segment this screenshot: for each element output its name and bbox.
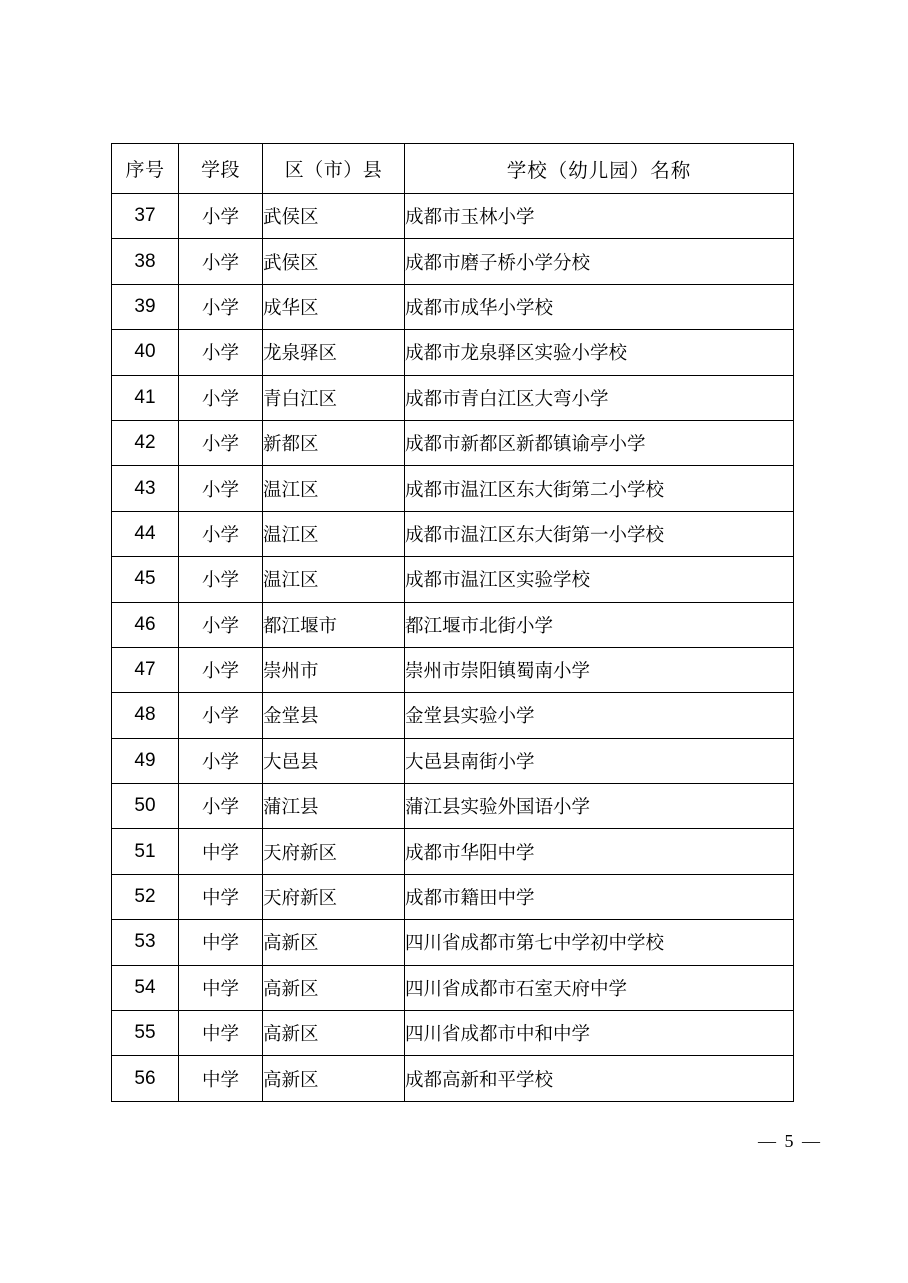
table-row (112, 284, 794, 329)
cell-school-name: 成都市龙泉驿区实验小学校 (405, 330, 794, 375)
cell-school-stage: 小学 (179, 239, 263, 284)
cell-district: 成华区 (263, 284, 405, 329)
cell-school-stage: 中学 (179, 1011, 263, 1056)
cell-district: 天府新区 (263, 874, 405, 919)
cell-school-stage: 小学 (179, 602, 263, 647)
cell-sequence-number: 53 (112, 920, 179, 965)
table-row (112, 920, 794, 965)
cell-sequence-number: 47 (112, 647, 179, 692)
table-row (112, 738, 794, 783)
cell-district: 都江堰市 (263, 602, 405, 647)
cell-district: 高新区 (263, 965, 405, 1010)
cell-district: 武侯区 (263, 194, 405, 239)
cell-school-name: 成都市青白江区大弯小学 (405, 375, 794, 420)
cell-sequence-number: 52 (112, 874, 179, 919)
cell-sequence-number: 41 (112, 375, 179, 420)
cell-school-stage: 中学 (179, 829, 263, 874)
cell-school-name: 成都市玉林小学 (405, 194, 794, 239)
table-row (112, 602, 794, 647)
table-row (112, 1056, 794, 1101)
table-row (112, 194, 794, 239)
cell-school-name: 蒲江县实验外国语小学 (405, 784, 794, 829)
cell-school-name: 成都市成华小学校 (405, 284, 794, 329)
cell-district: 温江区 (263, 511, 405, 556)
table-row (112, 420, 794, 465)
cell-sequence-number: 50 (112, 784, 179, 829)
cell-district: 崇州市 (263, 647, 405, 692)
cell-school-name: 大邑县南街小学 (405, 738, 794, 783)
table-header-row (112, 144, 794, 194)
table-row (112, 784, 794, 829)
page-number-footer: — 5 — (758, 1131, 822, 1151)
cell-school-stage: 小学 (179, 284, 263, 329)
cell-school-stage: 小学 (179, 466, 263, 511)
cell-school-name: 成都市温江区东大街第二小学校 (405, 466, 794, 511)
cell-school-stage: 中学 (179, 920, 263, 965)
cell-school-stage: 小学 (179, 693, 263, 738)
cell-school-name: 成都市新都区新都镇谕亭小学 (405, 420, 794, 465)
cell-district: 温江区 (263, 466, 405, 511)
cell-school-name: 崇州市崇阳镇蜀南小学 (405, 647, 794, 692)
cell-sequence-number: 49 (112, 738, 179, 783)
column-header-seq: 序号 (112, 144, 179, 194)
cell-district: 武侯区 (263, 239, 405, 284)
cell-district: 高新区 (263, 920, 405, 965)
cell-school-name: 都江堰市北街小学 (405, 602, 794, 647)
cell-school-stage: 中学 (179, 874, 263, 919)
table-header (112, 144, 794, 194)
cell-sequence-number: 54 (112, 965, 179, 1010)
cell-sequence-number: 51 (112, 829, 179, 874)
cell-district: 蒲江县 (263, 784, 405, 829)
table-row (112, 693, 794, 738)
cell-sequence-number: 46 (112, 602, 179, 647)
cell-school-stage: 中学 (179, 965, 263, 1010)
cell-school-stage: 小学 (179, 557, 263, 602)
cell-sequence-number: 39 (112, 284, 179, 329)
cell-school-stage: 小学 (179, 647, 263, 692)
cell-sequence-number: 48 (112, 693, 179, 738)
cell-school-name: 金堂县实验小学 (405, 693, 794, 738)
cell-district: 天府新区 (263, 829, 405, 874)
cell-sequence-number: 43 (112, 466, 179, 511)
table-row (112, 557, 794, 602)
cell-sequence-number: 55 (112, 1011, 179, 1056)
cell-school-name: 成都高新和平学校 (405, 1056, 794, 1101)
cell-school-name: 成都市磨子桥小学分校 (405, 239, 794, 284)
table-row (112, 829, 794, 874)
table-row (112, 511, 794, 556)
cell-school-stage: 小学 (179, 738, 263, 783)
table-row (112, 466, 794, 511)
cell-sequence-number: 37 (112, 194, 179, 239)
column-header-school-name: 学校（幼儿园）名称 (405, 144, 794, 194)
cell-district: 金堂县 (263, 693, 405, 738)
cell-sequence-number: 40 (112, 330, 179, 375)
cell-school-stage: 小学 (179, 194, 263, 239)
cell-district: 高新区 (263, 1056, 405, 1101)
cell-school-stage: 中学 (179, 1056, 263, 1101)
cell-sequence-number: 45 (112, 557, 179, 602)
cell-district: 青白江区 (263, 375, 405, 420)
cell-district: 龙泉驿区 (263, 330, 405, 375)
cell-school-name: 四川省成都市石室天府中学 (405, 965, 794, 1010)
column-header-district: 区（市）县 (263, 144, 405, 194)
cell-school-stage: 小学 (179, 375, 263, 420)
cell-sequence-number: 42 (112, 420, 179, 465)
cell-school-name: 四川省成都市第七中学初中学校 (405, 920, 794, 965)
table-row (112, 239, 794, 284)
table-row (112, 375, 794, 420)
cell-district: 温江区 (263, 557, 405, 602)
table-body (112, 194, 794, 1102)
school-list-table (111, 143, 794, 1102)
cell-school-stage: 小学 (179, 511, 263, 556)
cell-district: 高新区 (263, 1011, 405, 1056)
cell-sequence-number: 38 (112, 239, 179, 284)
cell-sequence-number: 56 (112, 1056, 179, 1101)
cell-school-name: 成都市温江区东大街第一小学校 (405, 511, 794, 556)
table-row (112, 1011, 794, 1056)
cell-sequence-number: 44 (112, 511, 179, 556)
table-row (112, 965, 794, 1010)
cell-school-stage: 小学 (179, 330, 263, 375)
table-row (112, 647, 794, 692)
table-row (112, 874, 794, 919)
column-header-stage: 学段 (179, 144, 263, 194)
cell-school-name: 成都市华阳中学 (405, 829, 794, 874)
cell-school-name: 成都市籍田中学 (405, 874, 794, 919)
cell-school-name: 四川省成都市中和中学 (405, 1011, 794, 1056)
cell-school-name: 成都市温江区实验学校 (405, 557, 794, 602)
cell-school-stage: 小学 (179, 420, 263, 465)
cell-district: 大邑县 (263, 738, 405, 783)
cell-district: 新都区 (263, 420, 405, 465)
table-row (112, 330, 794, 375)
cell-school-stage: 小学 (179, 784, 263, 829)
